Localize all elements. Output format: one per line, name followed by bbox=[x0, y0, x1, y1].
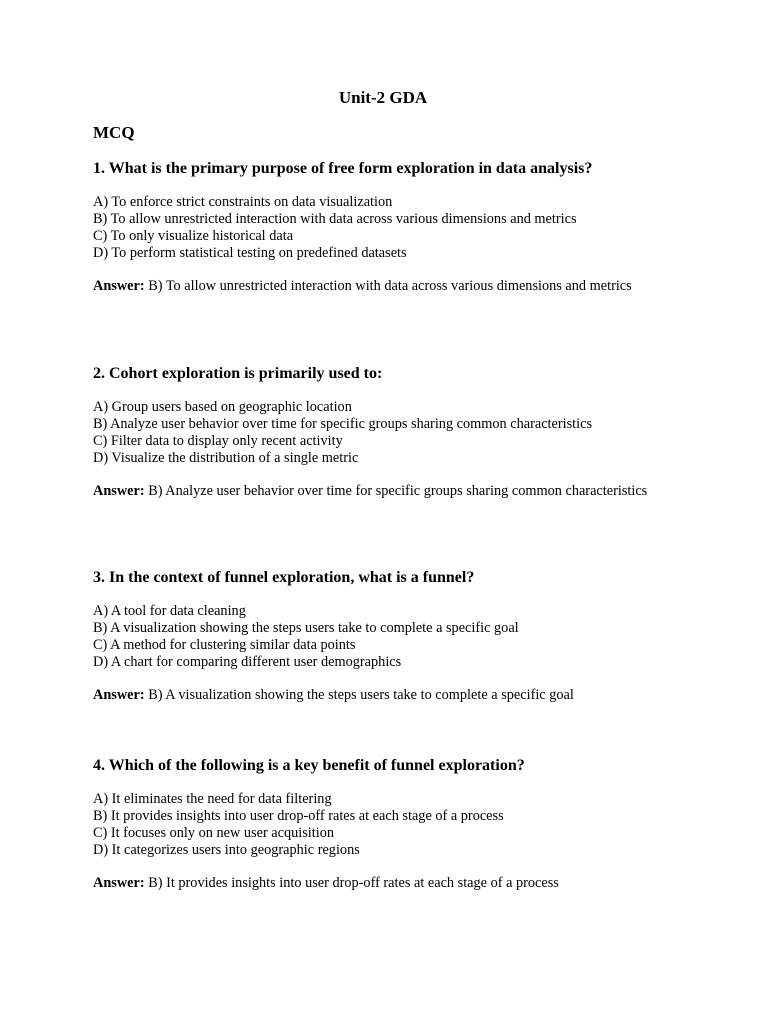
option-c: C) Filter data to display only recent activity bbox=[93, 433, 343, 449]
option-a: A) Group users based on geographic location bbox=[93, 399, 352, 415]
answer-text: B) A visualization showing the steps users take to complete a specific goal bbox=[148, 687, 574, 703]
option-a: A) A tool for data cleaning bbox=[93, 603, 246, 619]
answer bbox=[93, 483, 653, 500]
option-d: D) To perform statistical testing on predefined datasets bbox=[93, 245, 407, 261]
answer bbox=[93, 687, 653, 704]
question-1 bbox=[93, 159, 693, 295]
options-list bbox=[93, 791, 693, 859]
document-title: Unit-2 GDA bbox=[338, 88, 428, 107]
option-d: D) It categorizes users into geographic regions bbox=[93, 842, 360, 858]
answer bbox=[93, 278, 653, 295]
option-a: A) To enforce strict constraints on data visualization bbox=[93, 194, 393, 210]
option-b: B) To allow unrestricted interaction with data across various dimensions and metrics bbox=[93, 211, 577, 227]
answer-text: B) To allow unrestricted interaction with data across various dimensions and metrics bbox=[148, 278, 632, 294]
answer bbox=[93, 875, 653, 892]
question-text: 3. In the context of funnel exploration, what is a funnel? bbox=[93, 569, 475, 586]
option-c: C) To only visualize historical data bbox=[93, 228, 294, 244]
question-3 bbox=[93, 568, 693, 704]
option-c: C) A method for clustering similar data points bbox=[93, 637, 356, 653]
answer-label: Answer: bbox=[93, 483, 145, 499]
option-a: A) It eliminates the need for data filtering bbox=[93, 791, 332, 807]
answer-label: Answer: bbox=[93, 875, 145, 891]
answer-label: Answer: bbox=[93, 687, 145, 703]
answer-text: B) Analyze user behavior over time for specific groups sharing common characteristics bbox=[148, 483, 648, 499]
question-text: 4. Which of the following is a key benefit of funnel exploration? bbox=[93, 757, 525, 774]
options-list bbox=[93, 399, 693, 467]
answer-text: B) It provides insights into user drop-off rates at each stage of a process bbox=[148, 875, 559, 891]
section-heading: MCQ bbox=[93, 123, 135, 142]
options-list bbox=[93, 194, 693, 262]
question-4 bbox=[93, 756, 693, 892]
option-b: B) A visualization showing the steps users take to complete a specific goal bbox=[93, 620, 519, 636]
answer-label: Answer: bbox=[93, 278, 145, 294]
option-d: D) Visualize the distribution of a single metric bbox=[93, 450, 359, 466]
options-list bbox=[93, 603, 693, 671]
option-b: B) Analyze user behavior over time for specific groups sharing common characteristics bbox=[93, 416, 593, 432]
option-b: B) It provides insights into user drop-off rates at each stage of a process bbox=[93, 808, 504, 824]
question-2 bbox=[93, 364, 693, 500]
option-d: D) A chart for comparing different user demographics bbox=[93, 654, 402, 670]
option-c: C) It focuses only on new user acquisition bbox=[93, 825, 335, 841]
question-text: 1. What is the primary purpose of free form exploration in data analysis? bbox=[93, 160, 593, 177]
question-text: 2. Cohort exploration is primarily used to: bbox=[93, 365, 383, 382]
